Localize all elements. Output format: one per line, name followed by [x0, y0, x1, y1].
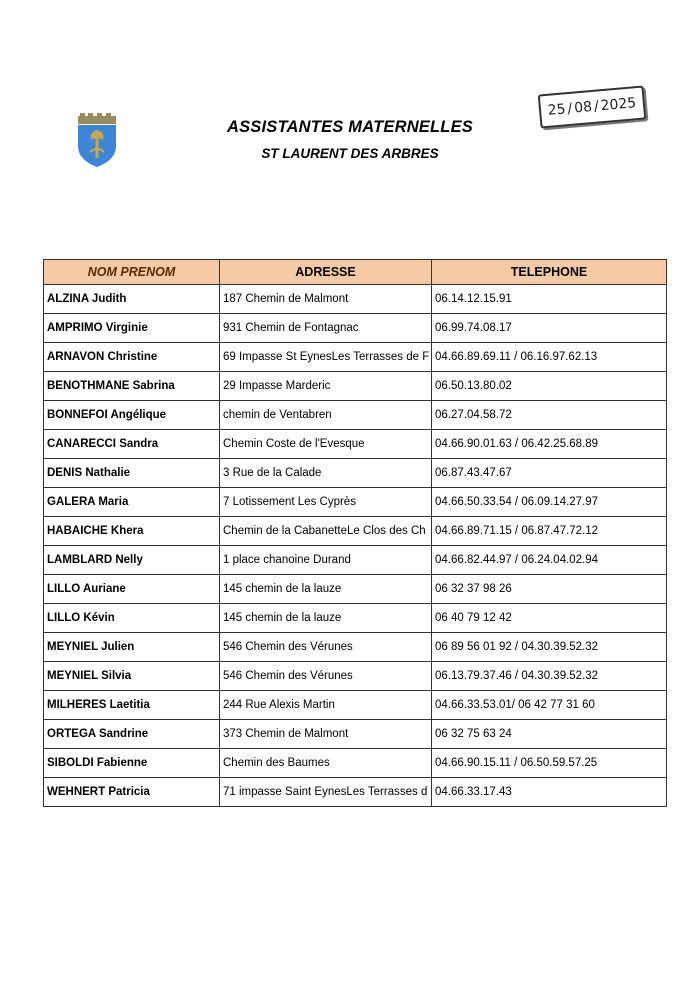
row-address: Chemin de la CabanetteLe Clos des Ch [220, 517, 432, 546]
table-row [44, 285, 667, 314]
table-row [44, 314, 667, 343]
table-row [44, 372, 667, 401]
row-phone: 04.66.82.44.97 / 06.24.04.02.94 [432, 546, 667, 575]
row-address: 145 chemin de la lauze [220, 604, 432, 633]
table-header-row [44, 260, 667, 285]
row-address: 1 place chanoine Durand [220, 546, 432, 575]
row-phone: 04.66.90.15.11 / 06.50.59.57.25 [432, 749, 667, 778]
row-address: 71 impasse Saint EynesLes Terrasses d [220, 778, 432, 807]
row-address: 145 chemin de la lauze [220, 575, 432, 604]
column-header-phone: TELEPHONE [432, 260, 667, 285]
table-row [44, 749, 667, 778]
row-name: MILHERES Laetitia [44, 691, 220, 720]
page-title: ASSISTANTES MATERNELLES [226, 118, 473, 136]
page-subtitle: ST LAURENT DES ARBRES [261, 146, 439, 161]
row-phone: 06.87.43.47.67 [432, 459, 667, 488]
row-phone: 04.66.50.33.54 / 06.09.14.27.97 [432, 488, 667, 517]
table-row [44, 488, 667, 517]
table-row [44, 343, 667, 372]
table-row [44, 778, 667, 807]
table-row [44, 459, 667, 488]
row-phone: 06 32 37 98 26 [432, 575, 667, 604]
column-header-name: NOM PRENOM [44, 260, 220, 285]
stamp-day: 25 [547, 101, 567, 119]
table-row [44, 546, 667, 575]
row-phone: 06.14.12.15.91 [432, 285, 667, 314]
column-header-address: ADRESSE [220, 260, 432, 285]
row-address: 373 Chemin de Malmont [220, 720, 432, 749]
row-address: Chemin des Baumes [220, 749, 432, 778]
row-phone: 06 89 56 01 92 / 04.30.39.52.32 [432, 633, 667, 662]
row-name: MEYNIEL Silvia [44, 662, 220, 691]
row-address: 69 Impasse St EynesLes Terrasses de F [220, 343, 432, 372]
row-name: DENIS Nathalie [44, 459, 220, 488]
row-name: LAMBLARD Nelly [44, 546, 220, 575]
row-phone: 06 32 75 63 24 [432, 720, 667, 749]
table-row [44, 575, 667, 604]
row-address: Chemin Coste de l'Evesque [220, 430, 432, 459]
table-row [44, 662, 667, 691]
row-name: SIBOLDI Fabienne [44, 749, 220, 778]
row-name: HABAICHE Khera [44, 517, 220, 546]
row-name: AMPRIMO Virginie [44, 314, 220, 343]
row-name: WEHNERT Patricia [44, 778, 220, 807]
row-phone: 06.99.74.08.17 [432, 314, 667, 343]
row-name: LILLO Kévin [44, 604, 220, 633]
row-phone: 04.66.33.53.01/ 06 42 77 31 60 [432, 691, 667, 720]
row-name: ALZINA Judith [44, 285, 220, 314]
date-stamp: 25 / 08 / 2025 [538, 85, 647, 128]
row-phone: 06.50.13.80.02 [432, 372, 667, 401]
stamp-year: 2025 [599, 95, 637, 115]
row-name: BONNEFOI Angélique [44, 401, 220, 430]
row-address: 244 Rue Alexis Martin [220, 691, 432, 720]
table-row [44, 633, 667, 662]
row-phone: 06 40 79 12 42 [432, 604, 667, 633]
row-name: GALERA Maria [44, 488, 220, 517]
row-phone: 04.66.90.01.63 / 06.42.25.68.89 [432, 430, 667, 459]
table-row [44, 401, 667, 430]
row-name: MEYNIEL Julien [44, 633, 220, 662]
stamp-month: 08 [573, 99, 593, 117]
row-name: ARNAVON Christine [44, 343, 220, 372]
row-phone: 06.27.04.58.72 [432, 401, 667, 430]
childminder-table [43, 259, 667, 807]
table-row [44, 604, 667, 633]
row-address: 931 Chemin de Fontagnac [220, 314, 432, 343]
table-row [44, 720, 667, 749]
row-name: LILLO Auriane [44, 575, 220, 604]
row-phone: 06.13.79.37.46 / 04.30.39.52.32 [432, 662, 667, 691]
row-name: CANARECCI Sandra [44, 430, 220, 459]
table-body [44, 285, 667, 807]
table-row [44, 517, 667, 546]
row-address: 546 Chemin des Vérunes [220, 633, 432, 662]
row-address: 3 Rue de la Calade [220, 459, 432, 488]
table-row [44, 691, 667, 720]
row-phone: 04.66.89.69.11 / 06.16.97.62.13 [432, 343, 667, 372]
table-row [44, 430, 667, 459]
row-address: chemin de Ventabren [220, 401, 432, 430]
row-phone: 04.66.33.17.43 [432, 778, 667, 807]
row-address: 187 Chemin de Malmont [220, 285, 432, 314]
row-name: BENOTHMANE Sabrina [44, 372, 220, 401]
row-address: 29 Impasse Marderic [220, 372, 432, 401]
row-phone: 04.66.89.71.15 / 06.87.47.72.12 [432, 517, 667, 546]
row-address: 7 Lotissement Les Cyprès [220, 488, 432, 517]
row-address: 546 Chemin des Vérunes [220, 662, 432, 691]
row-name: ORTEGA Sandrine [44, 720, 220, 749]
